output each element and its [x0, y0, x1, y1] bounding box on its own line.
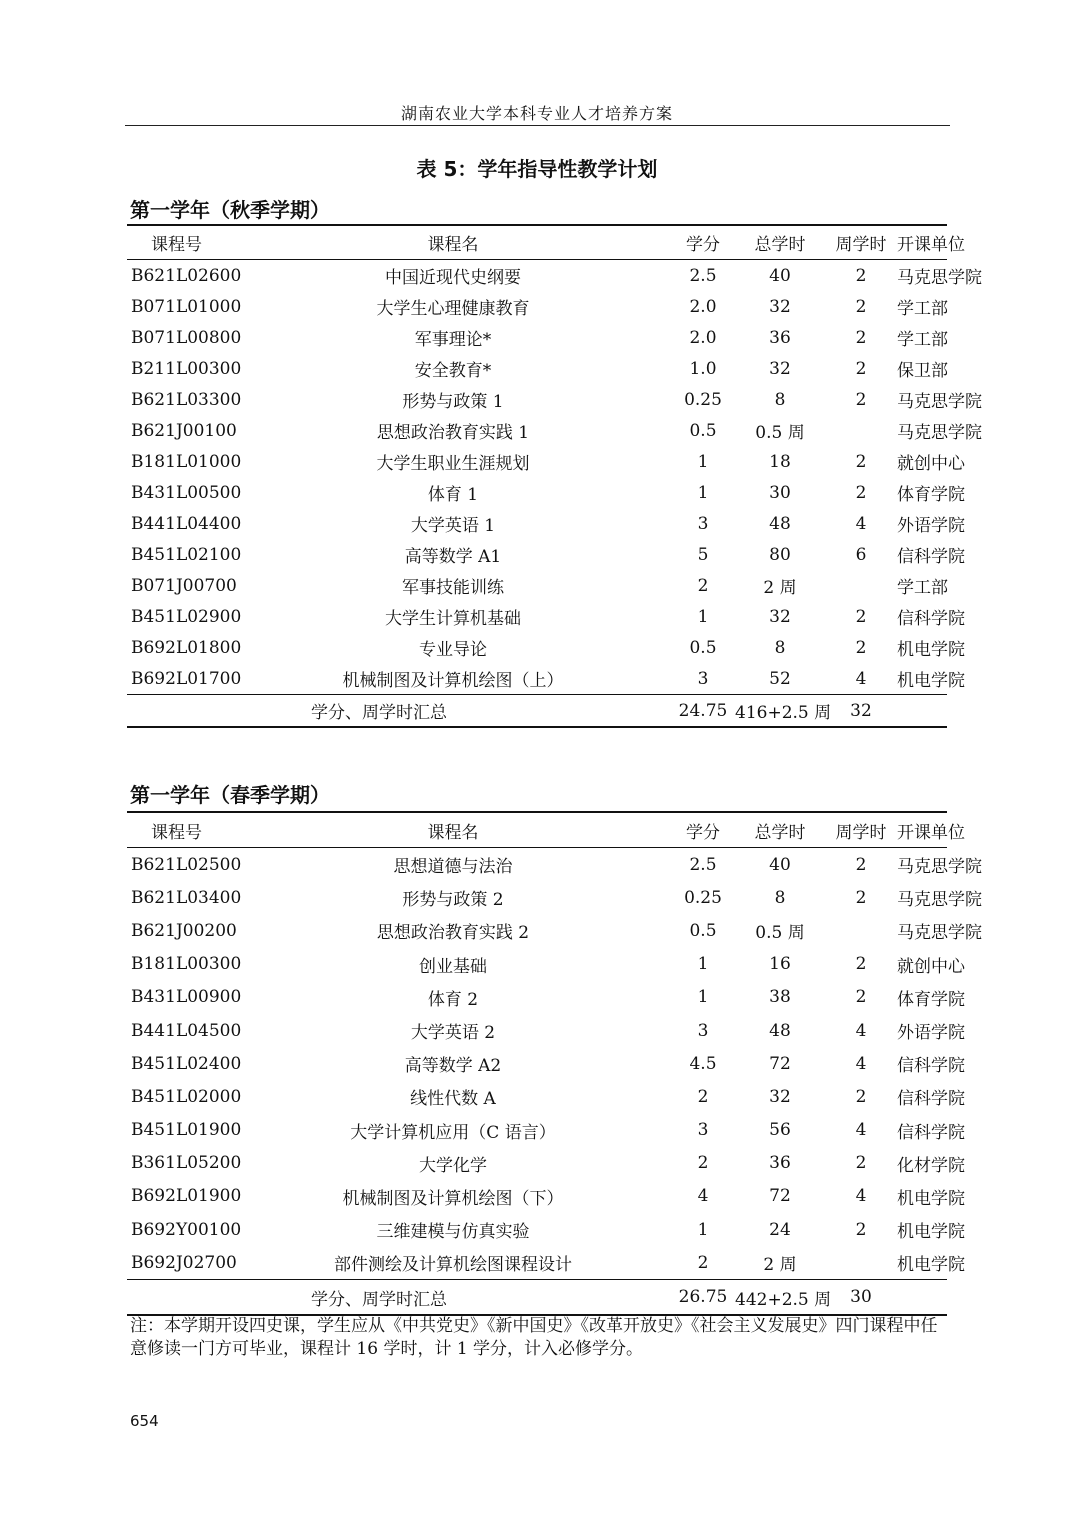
- table-row: [127, 1213, 965, 1246]
- table-header-row: [127, 813, 965, 847]
- course-name: 大学生职业生涯规划: [376, 454, 530, 474]
- course-weekly-hours: 2: [855, 389, 867, 410]
- course-code: B181L01000: [131, 451, 242, 472]
- course-code: B692Y00100: [131, 1219, 242, 1240]
- course-credit: 2.0: [689, 327, 717, 348]
- course-weekly-hours: 2: [855, 1219, 867, 1240]
- course-total-hours: 16: [769, 954, 791, 975]
- course-weekly-hours: 2: [855, 482, 867, 503]
- course-weekly-hours: 2: [855, 987, 867, 1008]
- course-total-hours: 0.5 周: [755, 423, 805, 443]
- course-credit: 2: [697, 1252, 709, 1273]
- course-code: B621L03300: [131, 389, 242, 410]
- column-header-dept: 开课单位: [897, 822, 965, 843]
- course-credit: 3: [697, 1120, 709, 1141]
- course-total-hours: 2 周: [763, 578, 797, 598]
- course-code: B621L02500: [131, 854, 242, 875]
- course-dept: 就创中心: [897, 454, 965, 474]
- course-weekly-hours: 2: [855, 327, 867, 348]
- course-name: 军事技能训练: [402, 578, 504, 598]
- table-row: [127, 1246, 965, 1279]
- course-code: B431L00500: [131, 482, 242, 503]
- course-name: 思想政治教育实践 1: [376, 423, 530, 443]
- course-weekly-hours: 2: [855, 606, 867, 627]
- course-dept: 机电学院: [897, 640, 965, 660]
- course-credit: 4: [697, 1186, 709, 1207]
- course-name: 安全教育*: [414, 361, 492, 381]
- table-row: [127, 948, 965, 981]
- course-dept: 化材学院: [897, 1155, 965, 1176]
- course-credit: 0.25: [684, 389, 722, 410]
- course-dept: 马克思学院: [897, 423, 982, 443]
- table-bottom-rule: [127, 726, 947, 728]
- course-total-hours: 8: [774, 389, 786, 410]
- total-weekly-hours: 32: [850, 700, 872, 721]
- course-weekly-hours: 2: [855, 1086, 867, 1107]
- table-row: [127, 508, 965, 539]
- course-credit: 0.5: [689, 420, 717, 441]
- table-row: [127, 260, 982, 291]
- table-row: [127, 914, 982, 947]
- course-name: 机械制图及计算机绘图（下）: [342, 1188, 564, 1209]
- course-dept: 体育学院: [897, 485, 965, 505]
- table-row: [127, 981, 965, 1014]
- course-dept: 保卫部: [897, 361, 948, 381]
- course-code: B441L04500: [131, 1020, 242, 1041]
- course-name: 军事理论*: [414, 330, 492, 350]
- table-row: [127, 881, 982, 914]
- course-code: B181L00300: [131, 954, 242, 975]
- course-dept: 机电学院: [897, 1188, 965, 1209]
- table-row: [127, 1180, 965, 1213]
- course-weekly-hours: 2: [855, 887, 867, 908]
- course-total-hours: 80: [769, 544, 791, 565]
- course-weekly-hours: 2: [855, 954, 867, 975]
- course-credit: 1: [697, 1219, 709, 1240]
- course-code: B692L01900: [131, 1186, 242, 1207]
- course-credit: 5: [697, 544, 709, 565]
- course-dept: 信科学院: [897, 547, 965, 567]
- course-credit: 1: [697, 987, 709, 1008]
- course-code: B621J00100: [131, 420, 237, 441]
- course-name: 高等数学 A2: [404, 1056, 502, 1077]
- course-total-hours: 32: [769, 358, 791, 379]
- table-row: [127, 570, 947, 601]
- course-dept: 机电学院: [897, 1222, 965, 1243]
- course-dept: 信科学院: [897, 1056, 965, 1077]
- course-weekly-hours: 2: [855, 854, 867, 875]
- table-row: [127, 291, 947, 322]
- total-label: 学分、周学时汇总: [311, 1289, 447, 1310]
- course-credit: 2.5: [689, 265, 717, 286]
- course-dept: 体育学院: [897, 989, 965, 1010]
- course-total-hours: 48: [769, 1020, 791, 1041]
- course-dept: 就创中心: [897, 956, 965, 977]
- column-header-name: 课程名: [427, 822, 479, 843]
- course-name: 线性代数 A: [410, 1089, 496, 1110]
- course-code: B621L03400: [131, 887, 242, 908]
- table-row: [127, 446, 965, 477]
- course-total-hours: 24: [769, 1219, 791, 1240]
- table-row: [127, 539, 965, 570]
- column-header-credit: 学分: [686, 235, 720, 255]
- table-title: 表 5：学年指导性教学计划: [416, 157, 658, 181]
- column-header-code: 课程号: [151, 822, 202, 843]
- course-credit: 0.25: [684, 887, 722, 908]
- course-name: 专业导论: [419, 640, 487, 660]
- course-total-hours: 32: [769, 296, 791, 317]
- course-dept: 马克思学院: [897, 857, 982, 878]
- course-code: B451L02000: [131, 1086, 242, 1107]
- column-header-name: 课程名: [427, 235, 479, 255]
- course-total-hours: 38: [769, 987, 791, 1008]
- table-row: [127, 601, 965, 632]
- course-name: 部件测绘及计算机绘图课程设计: [334, 1255, 572, 1276]
- course-total-hours: 40: [769, 854, 791, 875]
- course-name: 大学英语 1: [410, 516, 496, 536]
- course-total-hours: 32: [769, 1086, 791, 1107]
- course-code: B692J02700: [131, 1252, 237, 1273]
- course-credit: 2.0: [689, 296, 717, 317]
- table-row: [127, 415, 982, 446]
- course-total-hours: 36: [769, 1153, 791, 1174]
- column-header-total-hours: 总学时: [754, 822, 806, 843]
- course-credit: 3: [697, 668, 709, 689]
- course-total-hours: 48: [769, 513, 791, 534]
- course-total-hours: 36: [769, 327, 791, 348]
- course-code: B071L00800: [131, 327, 242, 348]
- total-credit: 24.75: [678, 700, 728, 721]
- course-weekly-hours: 2: [855, 451, 867, 472]
- course-weekly-hours: 4: [855, 1186, 867, 1207]
- table-row: [127, 1147, 965, 1180]
- course-credit: 1: [697, 606, 709, 627]
- course-code: B071J00700: [131, 575, 237, 596]
- course-name: 创业基础: [419, 956, 487, 977]
- total-hours: 416+2.5 周: [735, 703, 832, 723]
- course-dept: 外语学院: [897, 1023, 965, 1044]
- course-code: B692L01800: [131, 637, 242, 658]
- course-code: B451L02400: [131, 1053, 242, 1074]
- table-row: [127, 477, 965, 508]
- course-name: 大学英语 2: [410, 1023, 496, 1044]
- table-row: [127, 1014, 965, 1047]
- table-row: [127, 632, 965, 663]
- course-credit: 0.5: [689, 637, 717, 658]
- course-dept: 马克思学院: [897, 923, 982, 944]
- table-row: [127, 1047, 965, 1080]
- table-row: [127, 663, 965, 694]
- course-dept: 外语学院: [897, 516, 965, 536]
- course-name: 高等数学 A1: [404, 547, 502, 567]
- course-code: B431L00900: [131, 987, 242, 1008]
- course-dept: 学工部: [897, 330, 948, 350]
- course-weekly-hours: 4: [855, 513, 867, 534]
- course-weekly-hours: 6: [855, 544, 867, 565]
- course-name: 大学计算机应用（C 语言）: [350, 1122, 556, 1143]
- course-total-hours: 72: [769, 1186, 791, 1207]
- course-credit: 0.5: [689, 920, 717, 941]
- course-credit: 1: [697, 451, 709, 472]
- course-name: 形势与政策 1: [402, 392, 504, 412]
- course-code: B071L01000: [131, 296, 242, 317]
- course-total-hours: 8: [774, 637, 786, 658]
- course-weekly-hours: 2: [855, 358, 867, 379]
- document-header-title: 湖南农业大学本科专业人才培养方案: [400, 104, 673, 123]
- course-name: 大学生计算机基础: [385, 609, 521, 629]
- course-dept: 马克思学院: [897, 890, 982, 911]
- course-code: B211L00300: [131, 358, 242, 379]
- course-name: 思想道德与法治: [393, 857, 513, 878]
- semester-table-spring: [127, 811, 982, 1316]
- course-code: B621L02600: [131, 265, 242, 286]
- total-row: [127, 695, 947, 726]
- total-hours: 442+2.5 周: [735, 1289, 832, 1310]
- course-name: 体育 2: [427, 989, 479, 1010]
- course-dept: 机电学院: [897, 671, 965, 691]
- course-total-hours: 18: [769, 451, 791, 472]
- course-name: 大学化学: [419, 1155, 487, 1176]
- course-weekly-hours: 2: [855, 1153, 867, 1174]
- course-dept: 信科学院: [897, 1089, 965, 1110]
- course-dept: 学工部: [897, 299, 948, 319]
- footnote: 注：本学期开设四史课，学生应从《中共党史》《新中国史》《改革开放史》《社会主义发展史》四门课程中任意修读一门方可毕业，课程计 16 学时，计 1 学分，计入必修学分。: [130, 1316, 938, 1359]
- table-row: [127, 353, 947, 384]
- course-credit: 3: [697, 1020, 709, 1041]
- course-total-hours: 2 周: [763, 1255, 797, 1276]
- course-name: 体育 1: [427, 485, 479, 505]
- course-total-hours: 30: [769, 482, 791, 503]
- course-code: B451L02900: [131, 606, 242, 627]
- course-weekly-hours: 2: [855, 296, 867, 317]
- course-credit: 1.0: [689, 358, 717, 379]
- course-code: B451L01900: [131, 1120, 242, 1141]
- total-row: [127, 1280, 947, 1313]
- course-name: 大学生心理健康教育: [376, 299, 530, 319]
- course-name: 思想政治教育实践 2: [376, 923, 530, 944]
- course-weekly-hours: 2: [855, 637, 867, 658]
- course-weekly-hours: 4: [855, 1053, 867, 1074]
- course-dept: 信科学院: [897, 609, 965, 629]
- header-rule: [125, 125, 950, 126]
- semester-title-spring: 第一学年（春季学期）: [130, 783, 330, 807]
- column-header-weekly-hours: 周学时: [835, 822, 887, 843]
- course-credit: 2: [697, 575, 709, 596]
- course-weekly-hours: 4: [855, 1120, 867, 1141]
- course-credit: 2.5: [689, 854, 717, 875]
- course-code: B451L02100: [131, 544, 242, 565]
- page-number: 654: [130, 1412, 159, 1430]
- table-row: [127, 384, 982, 415]
- course-total-hours: 0.5 周: [755, 923, 805, 944]
- course-code: B361L05200: [131, 1153, 242, 1174]
- course-credit: 2: [697, 1086, 709, 1107]
- column-header-weekly-hours: 周学时: [835, 235, 887, 255]
- course-dept: 信科学院: [897, 1122, 965, 1143]
- course-total-hours: 40: [769, 265, 791, 286]
- course-total-hours: 52: [769, 668, 791, 689]
- course-name: 机械制图及计算机绘图（上）: [342, 671, 564, 691]
- total-credit: 26.75: [678, 1287, 728, 1308]
- total-weekly-hours: 30: [850, 1287, 872, 1308]
- course-total-hours: 8: [774, 887, 786, 908]
- course-credit: 4.5: [689, 1053, 717, 1074]
- course-name: 形势与政策 2: [402, 890, 504, 911]
- table-header-row: [127, 226, 965, 259]
- course-dept: 机电学院: [897, 1255, 965, 1276]
- course-name: 三维建模与仿真实验: [376, 1222, 530, 1243]
- course-dept: 马克思学院: [897, 392, 982, 412]
- table-row: [127, 1080, 965, 1113]
- course-dept: 马克思学院: [897, 268, 982, 288]
- course-weekly-hours: 4: [855, 1020, 867, 1041]
- column-header-dept: 开课单位: [897, 235, 965, 255]
- course-dept: 学工部: [897, 578, 948, 598]
- course-credit: 1: [697, 954, 709, 975]
- course-name: 中国近现代史纲要: [385, 268, 521, 288]
- course-total-hours: 32: [769, 606, 791, 627]
- column-header-code: 课程号: [151, 235, 202, 255]
- column-header-credit: 学分: [686, 822, 720, 843]
- course-code: B441L04400: [131, 513, 242, 534]
- course-credit: 2: [697, 1153, 709, 1174]
- course-credit: 1: [697, 482, 709, 503]
- course-weekly-hours: 2: [855, 265, 867, 286]
- course-code: B692L01700: [131, 668, 242, 689]
- table-row: [127, 1114, 965, 1147]
- semester-title-autumn: 第一学年（秋季学期）: [130, 198, 330, 222]
- course-total-hours: 56: [769, 1120, 791, 1141]
- course-weekly-hours: 4: [855, 668, 867, 689]
- table-row: [127, 848, 982, 881]
- course-code: B621J00200: [131, 920, 237, 941]
- column-header-total-hours: 总学时: [754, 235, 806, 255]
- course-total-hours: 72: [769, 1053, 791, 1074]
- semester-table-autumn: [127, 224, 982, 728]
- course-credit: 3: [697, 513, 709, 534]
- total-label: 学分、周学时汇总: [311, 703, 447, 723]
- table-row: [127, 322, 947, 353]
